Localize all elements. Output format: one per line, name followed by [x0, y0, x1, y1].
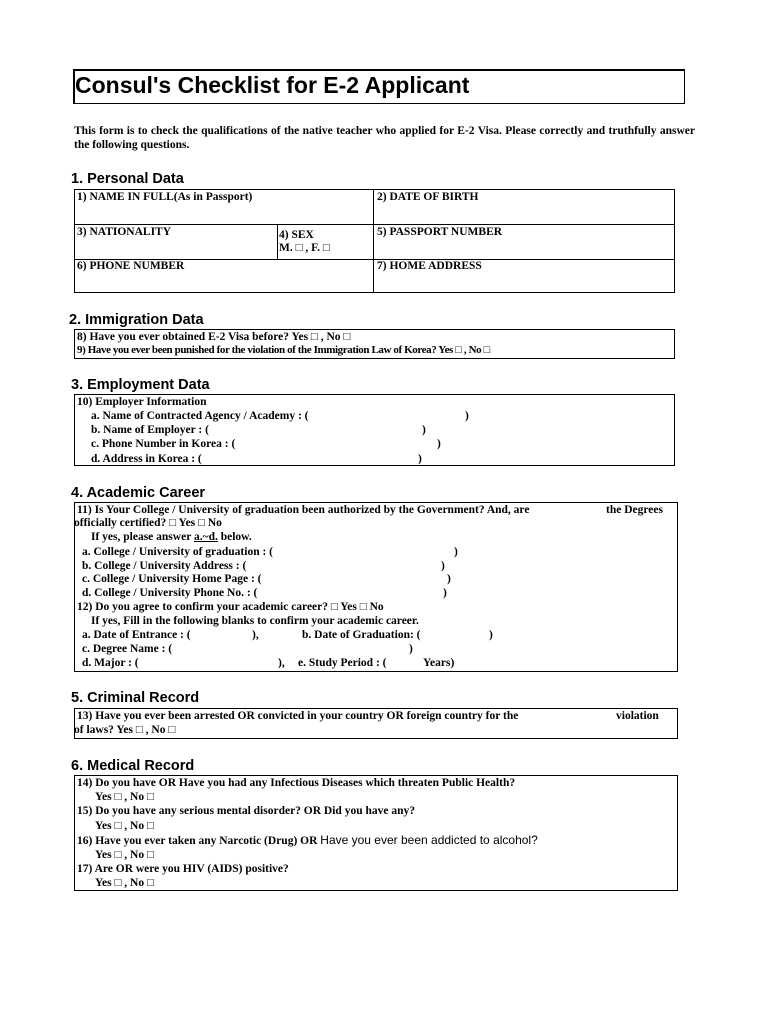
dob-field[interactable]: 2) DATE OF BIRTH [377, 191, 479, 203]
q17-hiv: 17) Are OR were you HIV (AIDS) positive? [77, 863, 289, 875]
nationality-field[interactable]: 3) NATIONALITY [77, 226, 172, 238]
section-heading-academic: 4. Academic Career [71, 485, 206, 501]
page-title: Consul's Checklist for E-2 Applicant [75, 72, 470, 98]
name-field[interactable]: 1) NAME IN FULL(As in Passport) [77, 191, 253, 203]
q8-prior-e2-visa[interactable]: 8) Have you ever obtained E-2 Visa before? Yes □ , No □ [77, 331, 351, 343]
q16-options[interactable]: Yes □ , No □ [95, 849, 154, 861]
q10-employer-info: 10) Employer Information [77, 396, 207, 408]
phone-field[interactable]: 6) PHONE NUMBER [77, 260, 185, 272]
major-label[interactable]: d. Major : ( [82, 657, 139, 669]
q13-options[interactable]: of laws? Yes □ , No □ [74, 724, 176, 736]
college-phone-label[interactable]: d. College / University Phone No. : ( [82, 587, 258, 599]
korea-phone-label[interactable]: c. Phone Number in Korea : ( [91, 438, 236, 450]
intro-text: This form is to check the qualifications of the native teacher who applied for E-2 Visa. Please correctly and truthfully answer the following questions. [74, 125, 695, 151]
college-homepage-label[interactable]: c. College / University Home Page : ( [82, 573, 262, 585]
section-heading-immigration: 2. Immigration Data [69, 312, 204, 328]
college-address-label[interactable]: b. College / University Address : ( [82, 560, 247, 572]
q15-options[interactable]: Yes □ , No □ [95, 820, 154, 832]
q14-infectious: 14) Do you have OR Have you had any Infectious Diseases which threaten Public Health? [77, 777, 516, 789]
degree-name-label[interactable]: c. Degree Name : ( [82, 643, 173, 655]
section-heading-medical: 6. Medical Record [71, 758, 195, 774]
q15-mental: 15) Do you have any serious mental disorder? OR Did you have any? [77, 805, 415, 817]
employer-name-label[interactable]: b. Name of Employer : ( [91, 424, 209, 436]
q12-confirm-options[interactable]: 12) Do you agree to confirm your academic career? □ Yes □ No [77, 601, 384, 613]
study-period-label[interactable]: e. Study Period : ( [298, 657, 387, 669]
q14-options[interactable]: Yes □ , No □ [95, 791, 154, 803]
korea-address-label[interactable]: d. Address in Korea : ( [91, 453, 202, 465]
q16-narcotic: 16) Have you ever taken any Narcotic (Drug) OR Have you ever been addicted to alcohol? [77, 833, 538, 847]
passport-field[interactable]: 5) PASSPORT NUMBER [377, 226, 503, 238]
section-heading-criminal: 5. Criminal Record [71, 690, 200, 706]
q11-instruction: If yes, please answer a.~d. below. [91, 531, 252, 543]
graduation-date-label[interactable]: b. Date of Graduation: ( [302, 629, 421, 641]
sex-options[interactable]: M. □ , F. □ [279, 242, 330, 254]
agency-name-label[interactable]: a. Name of Contracted Agency / Academy : ( [91, 410, 309, 422]
section-heading-employment: 3. Employment Data [71, 377, 210, 393]
q12-instruction: If yes, Fill in the following blanks to confirm your academic career. [91, 615, 419, 627]
q13-line1: 13) Have you ever been arrested OR convicted in your country OR foreign country for the [77, 710, 519, 722]
section-heading-personal: 1. Personal Data [71, 171, 184, 187]
college-name-label[interactable]: a. College / University of graduation : ( [82, 546, 274, 558]
sex-label: 4) SEX [279, 229, 314, 241]
personal-data-table [74, 189, 675, 293]
q17-options[interactable]: Yes □ , No □ [95, 877, 154, 889]
entrance-date-label[interactable]: a. Date of Entrance : ( [82, 629, 191, 641]
q11-certified-options[interactable]: officially certified? □ Yes □ No [74, 517, 222, 529]
address-field[interactable]: 7) HOME ADDRESS [377, 260, 482, 272]
q11-line1: 11) Is Your College / University of graduation been authorized by the Government? And, are [77, 504, 530, 516]
q9-immigration-violation[interactable]: 9) Have you ever been punished for the violation of the Immigration Law of Korea? Yes □ , No □ [77, 344, 490, 356]
